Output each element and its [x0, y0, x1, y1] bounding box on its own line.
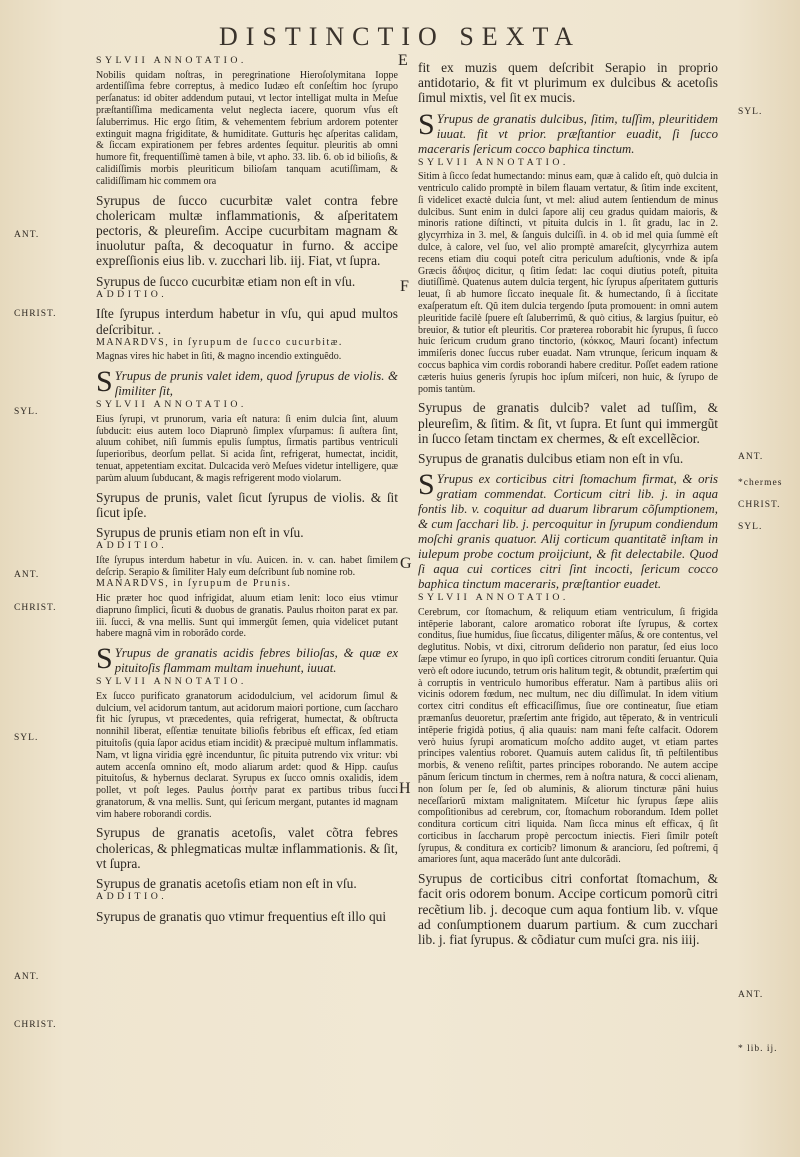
body-paragraph: Syrupus de ſucco cucurbitæ valet contra febre cholericam multæ inflammationis, & aſperitatem pectoris, & pleureſim. Accipe cucurbitam magnam & inuolutur paſta, & decoquatur in furno. & accipe expreſſionis eius lib. v. zucchari lib. iij. Fiat, vt ſupra.	[96, 192, 398, 269]
rubric-paragraph	[96, 642, 398, 676]
body-paragraph: Ex ſucco purificato granatorum acidodulcium, vel acidorum ſimul & dulcium, vel acidorum tantum, aut acidorum maiori portione, cum ſaccharo fit hic ſyrupus, vt præcedentes, quia refrigerat, humectat, & obſtructa nonnihil liberat, eſſentiæ tenuitate bilioſis febribus eſt efficax, ſed etiam pituitoſis (quia ſapor acidus etiam incidit) & præcipuè multum inflammatis. Nam, vt ligna viridia ęgrè incenduntur, ſic pituita putrendo vix vritur: vbi autem accenſa omnino eſt, modo aliarum ardet: quod & Hipp. cauſus pituitoſus, & hybernus declarat. Syrupus ex ſucco omnis oxalidis, idem pollet, vt poſt leges. Paulus ῥοιτὴν parat ex partibus tribus ſucci granatorum, & vna mellis. Sunt, qui ſericum mergant, putantes id magnam vim habere roborandi cordis.	[96, 690, 398, 820]
body-paragraph: Syrupus de granatis acetoſis, valet cõtra febres cholericas, & phlegmaticas multæ inflammationis. & ſit, vt ſupra.	[96, 825, 398, 871]
rubric-text: Yrupus de prunis valet idem, quod ſyrupus de violis. & ſimiliter ſit,	[114, 369, 398, 399]
rubric-paragraph	[96, 365, 398, 399]
margin-note-left: CHRIST.	[14, 309, 57, 319]
section-heading: SYLVII ANNOTATIO.	[96, 399, 247, 411]
author-heading: MANARDVS, in ſyrupum de ſucco cucurbitæ.	[96, 336, 343, 348]
body-paragraph: Syrupus de corticibus citri confortat ſtomachum, & facit oris odorem bonum. Accipe corticum pomorũ citri recẽtium lib. j. decoque cum aqua fontium lib. v. vſque ad conſumptionem duarum partium. & cum zucchari lib. j. fiat ſyrupus. & cõdiatur cum muſci gra. nis iiij.	[418, 871, 718, 948]
margin-note-right: * lib. ij.	[738, 1044, 778, 1054]
section-heading: SYLVII ANNOTATIO.	[418, 592, 569, 604]
body-paragraph: Syrupus de ſucco cucurbitæ etiam non eſt in vſu.	[96, 273, 356, 289]
body-paragraph: Eius ſyrupi, vt prunorum, varia eſt natura: ſi enim dulcia ſint, aluum ſubducit: eius autem loco Diaprunò ſimplex vſurpamus: ſi auſtera ſint, aluum cohibet, niſi ſummis epulis ſumptus, ſirmatis partibus ventriculi ſuperioribus, deorſum pellat. Si acida ſint, refrigerat, humectat, incidit, tenuat, appetentiam excitat. Dulcacida verò Meſues videtur intelligere, quæ parùm aluum ſubducant, & magis refrigerent modo violarum.	[96, 413, 398, 484]
section-letter: H	[399, 780, 411, 797]
section-letter: G	[400, 555, 412, 572]
rubric-text: Yrupus ex corticibus citri ſtomachum firmat, & oris gratiam commendat. Corticum citri lib. j. in aqua fontis lib. v. coquitur ad duarum librarum cõſumptionem, & cum ſacchari lib. j. percoquitur in ſyrupum condiendum moſchi granis quatuor. Alij corticum quantitatẽ inſtam in iulepum probe coctum proijciunt, & fit delectabile. Quod ſi aqua cui cortices citri ſint incocti, ſericum cocco baphica tinctum maceraris, præſtantior euadet.	[418, 472, 718, 592]
body-paragraph: Nobilis quidam noſtras, in peregrinatione Hieroſolymitana Ioppe ardentiſſima febre correptus, à medico Iudæo eſt conſeſtim hoc ſyrupo perſanatus: id obiter addendum putaui, vt lector intelligat multa in Meſue præſtantiſſima medicamenta velut neglecta iacere, quorum vſus eſt ſaluberrimus. Hic ergo ſitim, & vehementem febrium ardorem potenter extinguit magna frigiditate, & humiditate. Gutturis hęc aſperitas calidam, & ſiccam expirationem per febres ardentes ſequitur. pleuritis ab omni humore fit, frequentiſſimè tamen à bile, vt apho. 33. lib. 6. ob id bilioſis, & calidiſſimis morbis pleuriticum bilioſam tanquam acutiſſimam, & calidiſſimam hic commem ora	[96, 69, 398, 187]
body-paragraph: Iſte ſyrupus interdum habetur in vſu, qui apud multos deſcribitur. .	[96, 306, 398, 337]
body-paragraph: Sitim à ſicco ſedat humectando: minus eam, quæ à calido eſt, quò dulcia in ventriculo calido promptè in bilem flauam vertatur, & ſitim inde excitent, ſi videlicet exactè dulcia ſunt, vt mel: aliud autem ſentiendum de minus dulcibus. Sunt enim in dulci ſapore alij ceu gradus quidam maioris, & minoris ratione diſtincti, vt pituita dulcis in 1. ſit gradu, lac in 2. glycyrrhiza in 3. mel, & ſanguis dulciſſi. in 4. ob id mel quia ſummè eſt dulce, à calore, vel ſuo, vel alio promptè amareſcit, glycyrrhiza autem recens etiam diu coqui poteſt citra periculum aduſtionis, vnde & ipſa Græcis ἄδιψος dicitur, q ſitim ſedat: lac coqui diutius poteſt, pituita diutiſſimè. Quatenus autem dulcia tergent, hic ſyrupus aſperitatem gutturis leuat, ſi ab humore ſiccato inequale ſit. & humectando, ſi à ſiccitate exaſperatum eſt. Qũ item dulcia tergendo ſputa promouent: in omni autem pleuritide facilè ſpuere eſt ſaluberrimũ, & quò citius, & largius ſpuitur, eò breuior, & tutior eſt pleuritis. Cor præterea roborabit hic ſyrupus, ſi ſucco huic ſericum crudum grano tinctorio, (κόκκος, Mauri ſocant) infectum immiſeris donec ſuccus ruber euadat. Nam vtrunque, ſericum inquam & coccus baphica vim cordis roborandi habere creditur. Poſſet eadem ratione cæteris huius generis ſyrupis hoc ipſum miſceri, non huic, & ſyrupo de pomis tantùm.	[418, 171, 718, 395]
margin-note-right: SYL.	[738, 522, 763, 532]
body-paragraph: Hic præter hoc quod infrigidat, aluum etiam lenit: loco eius vtimur diapruno ſimplici, ſicuti & duobus de granatis. Paulus rhoiton parat ex par. iii. ſucci, & vna mellis. Sunt qui immergũt ſemen, quia videlicet putant habere magnã vim in roborãdo corde.	[96, 592, 398, 640]
drop-cap: S	[96, 365, 113, 399]
rubric-text: Yrupus de granatis dulcibus, ſitim, tuſſim, pleuritidem iuuat. fit vt prior. præſtantior euadit, ſi ſucco maceraris ſericum cocco baphica tinctum.	[418, 111, 718, 156]
margin-note-right: ANT.	[738, 452, 764, 462]
margin-note-left: CHRIST.	[14, 1020, 57, 1030]
body-paragraph: Magnas vires hic habet in ſiti, & magno incendio extinguẽdo.	[96, 351, 342, 363]
section-heading: ADDITIO.	[96, 288, 168, 300]
body-paragraph: Syrupus de prunis, valet ſicut ſyrupus de violis. & ſit ſicut ipſe.	[96, 489, 398, 520]
body-paragraph: Syrupus de prunis etiam non eſt in vſu.	[96, 524, 304, 540]
body-paragraph: Cerebrum, cor ſtomachum, & reliquum etiam ventriculum, ſi frigida intẽperie laborant, calore aromatico roborat iſte ſyrupus, & cortex conditus, ſiue humidus, ſiue ſiccatus, diligenter mãſus, & ore contentus, vel deglutitus. Nobis, vt dixi, citrorum deſiderio non paratur, ſed eius loco ſæpe vtimur eo ſyrupo, in quo ipſi cortices citrorum conditi ſeruantur. Quia verò eſt odore iucundo, tetrum oris halitum tegit, & obtundit, præſertim qui à corruptis in ventriculo humoribus efferatur. Nam à partibus aliis ori vicinis odorem fœdum, nec multum, nec diu diſſimulat. In idem vitium cortex citri conditus eſt efficaciſſimus, ſiue ore contineatur, ſiue etiam præmanſus deuoretur, præſertim ante frigido, aut tẽperato, & in ventriculi intẽperie frigidà potius, q̃ alia quauis: nam mani feſte calfacit. Odorem verò huius ſyrupi aromaticum moſcho addito auget, vt etiam partes principes valentius roboret. Quamuis autem calidus ſit, tñ peſtilentibus morbis, & veneno reſiſtit, partes principes roborando. Ne autem accipe pãnum ſericum tinctum in chermes, rem à noſtra natura, & cocci alienam, non ſolum per ſe, ſed ob aluminis, & aliorum tincturæ pãni huius neceſſariorũ mixtam malignitatem. Miſcetur hic ſyrupus ſæpe aliis compoſitionibus ad cerebrum, cor, ſtomachum roborandum. Idem pollet conditura corticum citri liquida. Nam ſicca minus eſt efficax, q̃ ſit corticibus in ſaccharum propè percoctum iniectis. Fieri ſimilr poteſt ſyrupus, & conditura ex corticib? limonum & arancioru, ſed poſtremi, q̃ amariores ſunt, aqua macerãdo ſunt ante dulcorãdi.	[418, 606, 718, 866]
section-heading: SYLVII ANNOTATIO.	[418, 156, 569, 168]
section-heading: ADDITIO.	[96, 540, 168, 552]
section-heading: ADDITIO.	[96, 891, 168, 903]
section-heading: SYLVII ANNOTATIO.	[96, 676, 247, 688]
margin-note-right: SYL.	[738, 107, 763, 117]
margin-note-left: ANT.	[14, 230, 40, 240]
body-paragraph: fit ex muzis quem deſcribit Serapio in proprio antidotario, & fit vt plurimum ex dulcibus & acetoſis ſimul mixtis, vel ſit ex mucis.	[418, 60, 718, 106]
rubric-paragraph	[418, 468, 718, 592]
drop-cap: S	[418, 468, 435, 502]
drop-cap: S	[418, 107, 435, 141]
author-heading: MANARDVS, in ſyrupum de Prunis.	[96, 578, 292, 590]
margin-note-left: ANT.	[14, 570, 40, 580]
body-paragraph: Syrupus de granatis quo vtimur frequentius eſt illo qui	[96, 908, 387, 924]
margin-note-left: CHRIST.	[14, 603, 57, 613]
margin-note-right: CHRIST.	[738, 500, 781, 510]
margin-note-left: ANT.	[14, 972, 40, 982]
body-paragraph: Iſte ſyrupus interdum habetur in vſu. Auicen. in. v. can. habet ſimilem deſcrip. Serapio & ſimiliter Haly eum deſcribunt ſub nomine rob.	[96, 554, 398, 578]
section-letter: F	[400, 278, 409, 295]
left-column	[96, 55, 398, 924]
body-paragraph: Syrupus de granatis acetoſis etiam non eſt in vſu.	[96, 876, 357, 892]
margin-note-right: *chermes	[738, 478, 783, 488]
rubric-text: Yrupus de granatis acidis febres bilioſas, & quæ ex pituitoſis flammam multam inuehunt, iuuat.	[114, 646, 398, 676]
margin-note-left: SYL.	[14, 733, 39, 743]
drop-cap: S	[96, 642, 113, 676]
section-heading: SYLVII ANNOTATIO.	[96, 55, 247, 66]
running-header: DISTINCTIO SEXTA	[218, 22, 582, 51]
right-column	[418, 55, 718, 947]
rubric-paragraph	[418, 107, 718, 157]
margin-note-right: ANT.	[738, 990, 764, 1000]
body-paragraph: Syrupus de granatis dulcibus etiam non eſt in vſu.	[418, 450, 684, 466]
margin-note-left: SYL.	[14, 407, 39, 417]
section-letter: E	[398, 52, 408, 69]
body-paragraph: Syrupus de granatis dulcib? valet ad tuſſim, & pleureſim, & ſitim. & ſit, vt ſupra. Et ſunt qui immergũt in ſucco ſetam tinctam ex chermes, & eſt excellẽcior.	[418, 400, 718, 446]
